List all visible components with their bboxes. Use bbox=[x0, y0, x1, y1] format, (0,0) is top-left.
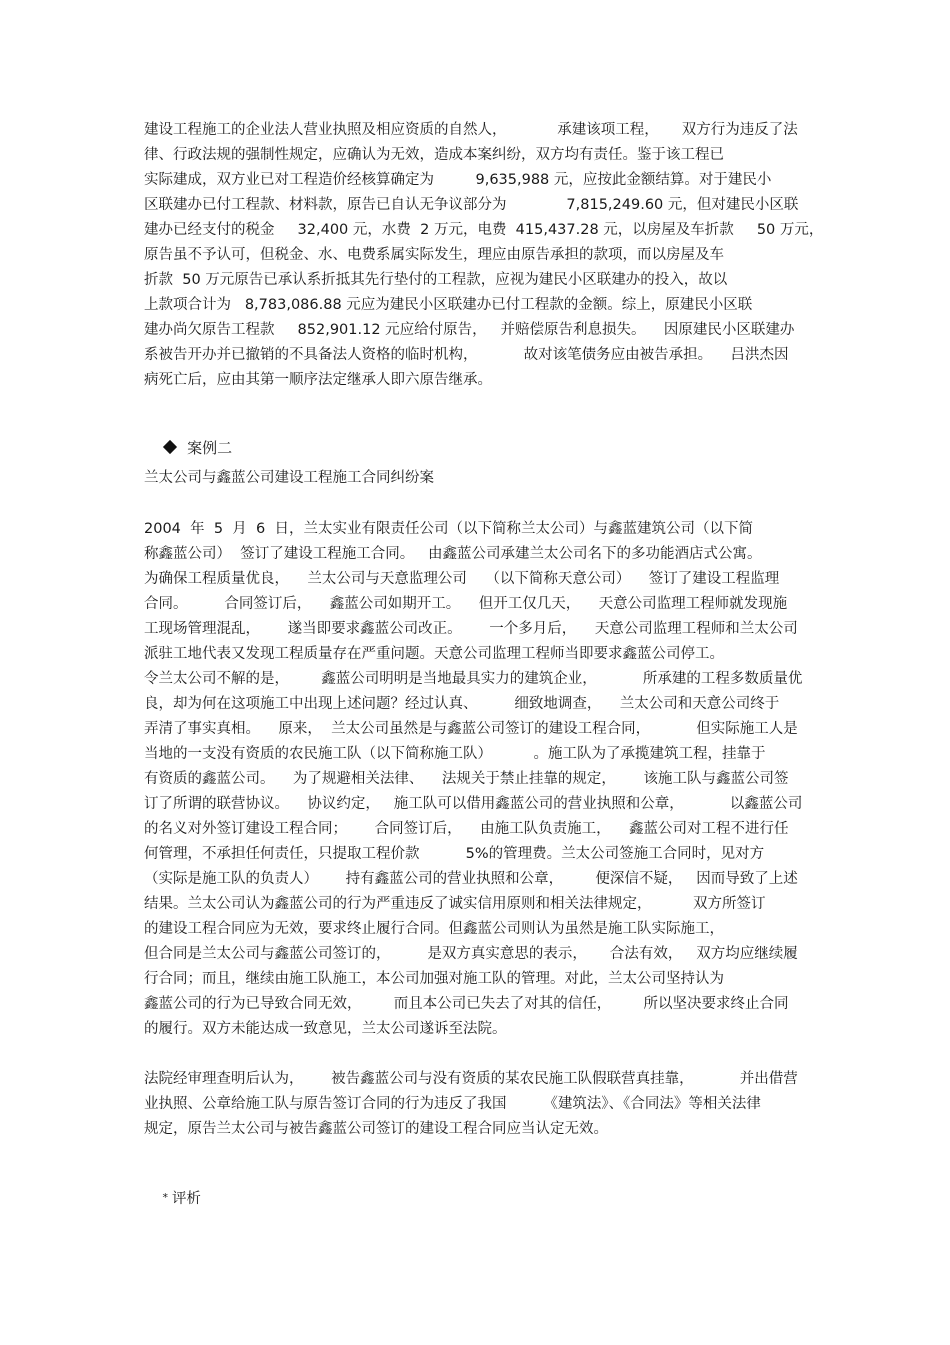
comment-heading bbox=[144, 1168, 201, 1229]
text-line: 建办尚欠原告工程款 852,901.12 元应给付原告， 并赔偿原告利息损失。 因原建民小区联建办 bbox=[144, 322, 795, 338]
text-line: 区联建办已付工程款、材料款，原告已自认无争议部分为 7,815,249.60 元，但对建民小区联 bbox=[144, 197, 799, 213]
text-line: 鑫蓝公司的行为已导致合同无效， 而且本公司已失去了对其的信任， 所以坚决要求终止合同 bbox=[144, 996, 789, 1012]
text-line: 行合同；而且，继续由施工队施工，本公司加强对施工队的管理。对此，兰太公司坚持认为 bbox=[144, 971, 724, 987]
text-line: 工现场管理混乱， 遂当即要求鑫蓝公司改正。 一个多月后， 天意公司监理工程师和兰太公司 bbox=[144, 621, 798, 637]
text-line: 结果。兰太公司认为鑫蓝公司的行为严重违反了诚实信用原则和相关法律规定， 双方所签订 bbox=[144, 896, 766, 912]
asterisk-bullet-icon: * bbox=[162, 1191, 168, 1204]
text-line: 折款 50 万元原告已承认系折抵其先行垫付的工程款，应视为建民小区联建办的投入，故以 bbox=[144, 272, 728, 288]
case-title: 兰太公司与鑫蓝公司建设工程施工合同纠纷案 bbox=[144, 470, 434, 486]
text-line: 何管理，不承担任何责任，只提取工程价款 5%的管理费。兰太公司签施工合同时，见对方 bbox=[144, 846, 765, 862]
text-line: 弄清了事实真相。 原来， 兰太公司虽然是与鑫蓝公司签订的建设工程合同， 但实际施工人是 bbox=[144, 721, 798, 737]
text-line: 合同。 合同签订后， 鑫蓝公司如期开工。 但开工仅几天， 天意公司监理工程师就发现施 bbox=[144, 596, 788, 612]
text-line: 病死亡后，应由其第一顺序法定继承人即六原告继承。 bbox=[144, 372, 492, 388]
text-line: 订了所谓的联营协议。 协议约定， 施工队可以借用鑫蓝公司的营业执照和公章， 以鑫蓝公司 bbox=[144, 796, 803, 812]
text-line: 称鑫蓝公司） 签订了建设工程施工合同。 由鑫蓝公司承建兰太公司名下的多功能酒店式公寓。 bbox=[144, 546, 762, 562]
text-line: 2004 年 5 月 6 日，兰太实业有限责任公司（以下简称兰太公司）与鑫蓝建筑公司（以下简 bbox=[144, 521, 753, 537]
text-line: 建办已经支付的税金 32,400 元，水费 2 万元，电费 415,437.28 元，以房屋及车折款 50 万元， bbox=[144, 222, 824, 238]
text-line: 上款项合计为 8,783,086.88 元应为建民小区联建办已付工程款的金额。综上，原建民小区联 bbox=[144, 297, 753, 313]
diamond-bullet-icon bbox=[163, 440, 177, 454]
text-line: 业执照、公章给施工队与原告签订合同的行为违反了我国 《建筑法》、《合同法》等相关法律 bbox=[144, 1096, 761, 1112]
text-line: 令兰太公司不解的是， 鑫蓝公司明明是当地最具实力的建筑企业， 所承建的工程多数质量优 bbox=[144, 671, 803, 687]
text-line: 法院经审理查明后认为， 被告鑫蓝公司与没有资质的某农民施工队假联营真挂靠， 并出借营 bbox=[144, 1071, 798, 1087]
text-line: 的建设工程合同应为无效，要求终止履行合同。但鑫蓝公司则认为虽然是施工队实际施工， bbox=[144, 921, 724, 937]
text-line: 但合同是兰太公司与鑫蓝公司签订的， 是双方真实意思的表示， 合法有效， 双方均应继续履 bbox=[144, 946, 798, 962]
comment-heading-label: 评析 bbox=[171, 1191, 201, 1207]
text-line: 为确保工程质量优良， 兰太公司与天意监理公司 （以下简称天意公司） 签订了建设工程监理 bbox=[144, 571, 780, 587]
text-line: 律、行政法规的强制性规定，应确认为无效，造成本案纠纷，双方均有责任。鉴于该工程已 bbox=[144, 147, 724, 163]
text-line: 良，却为何在这项施工中出现上述问题？经过认真、 细致地调查， 兰太公司和天意公司终于 bbox=[144, 696, 780, 712]
text-line: 的履行。双方未能达成一致意见，兰太公司遂诉至法院。 bbox=[144, 1021, 507, 1037]
text-line: 原告虽不予认可，但税金、水、电费系属实际发生，理应由原告承担的款项，而以房屋及车 bbox=[144, 247, 724, 263]
text-line: 的名义对外签订建设工程合同； 合同签订后， 由施工队负责施工， 鑫蓝公司对工程不进行任 bbox=[144, 821, 789, 837]
text-line: 派驻工地代表又发现工程质量存在严重问题。天意公司监理工程师当即要求鑫蓝公司停工。 bbox=[144, 646, 724, 662]
text-line: （实际是施工队的负责人） 持有鑫蓝公司的营业执照和公章， 便深信不疑， 因而导致了上述 bbox=[144, 871, 798, 887]
text-line: 规定，原告兰太公司与被告鑫蓝公司签订的建设工程合同应当认定无效。 bbox=[144, 1121, 608, 1137]
text-line: 建设工程施工的企业法人营业执照及相应资质的自然人， 承建该项工程， 双方行为违反了法 bbox=[144, 122, 798, 138]
text-line: 系被告开办并已撤销的不具备法人资格的临时机构， 故对该笔债务应由被告承担。 吕洪杰因 bbox=[144, 347, 789, 363]
text-line: 有资质的鑫蓝公司。 为了规避相关法律、 法规关于禁止挂靠的规定， 该施工队与鑫蓝公司签 bbox=[144, 771, 789, 787]
case-heading-label: 案例二 bbox=[187, 439, 233, 457]
text-line: 当地的一支没有资质的农民施工队（以下简称施工队） 。施工队为了承揽建筑工程，挂靠于 bbox=[144, 746, 766, 762]
text-line: 实际建成，双方业已对工程造价经核算确定为 9,635,988 元，应按此金额结算。对于建民小 bbox=[144, 172, 772, 188]
